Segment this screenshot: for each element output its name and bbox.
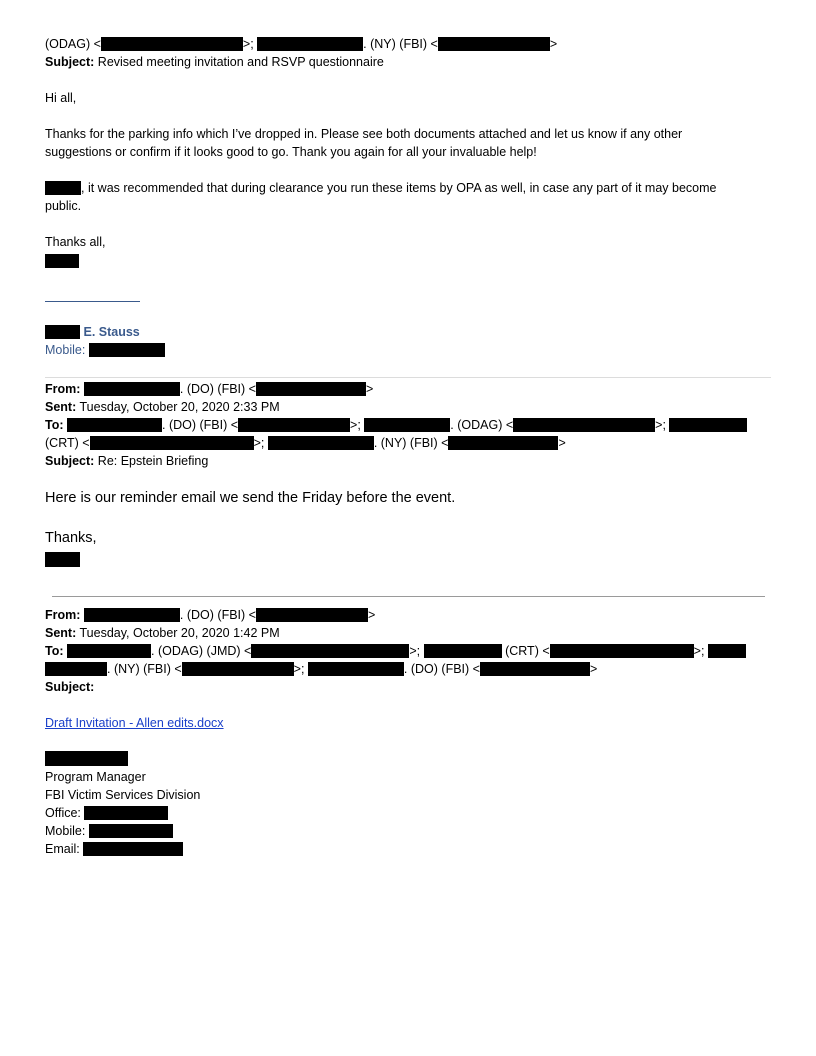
email1-subject — [45, 54, 384, 71]
redaction — [45, 325, 80, 339]
email-separator — [45, 377, 771, 378]
redaction — [45, 751, 128, 766]
signature-name-line — [45, 324, 140, 341]
redaction — [480, 662, 590, 676]
email1-para1-line2: suggestions or confirm if it looks good to go. Thank you again for all your invaluable help! — [45, 145, 537, 159]
redaction — [256, 608, 368, 622]
email3-division: FBI Victim Services Division — [45, 788, 201, 802]
email2-to-line2: (CRT) < >; . (NY) (FBI) < > — [45, 436, 566, 450]
signature-name: E. Stauss — [83, 325, 140, 339]
signature-divider — [45, 301, 140, 302]
email1-greeting: Hi all, — [45, 91, 77, 105]
redaction — [84, 608, 180, 622]
redaction — [257, 37, 363, 51]
email3-to-line1: To: . (ODAG) (JMD) < >; (CRT) < >; — [45, 643, 746, 660]
redaction — [90, 436, 254, 450]
redaction — [182, 662, 294, 676]
redaction — [669, 418, 747, 432]
email3-from: From: . (DO) (FBI) < > — [45, 608, 376, 622]
email1-para2-line1: , it was recommended that during clearance you run these items by OPA as well, in case any part of it may become — [45, 180, 717, 197]
redaction — [238, 418, 350, 432]
redaction — [89, 343, 165, 357]
subject-text: Revised meeting invitation and RSVP questionnaire — [97, 55, 384, 69]
email3-email: Email: — [45, 841, 183, 858]
redaction — [424, 644, 502, 658]
email-separator — [52, 596, 765, 597]
redaction — [83, 842, 183, 856]
redaction — [84, 806, 168, 820]
email3-to-line2: . (NY) (FBI) < >; . (DO) (FBI) < > — [45, 661, 597, 678]
redaction — [708, 644, 746, 658]
email1-to-continued: (ODAG) < >; . (NY) (FBI) < > — [45, 37, 558, 51]
redaction — [550, 644, 694, 658]
email2-body: Here is our reminder email we send the Friday before the event. — [45, 490, 456, 506]
redaction — [67, 644, 151, 658]
redaction — [448, 436, 558, 450]
redaction — [45, 181, 81, 195]
email3-office: Office: — [45, 805, 168, 822]
email2-closing: Thanks, — [45, 530, 97, 546]
redaction — [256, 382, 366, 396]
signature-mobile-line: Mobile: — [45, 342, 165, 359]
redaction — [45, 552, 80, 567]
redaction — [89, 824, 173, 838]
email2-sender-redaction — [45, 552, 80, 569]
to-odag-text: (ODAG) < — [45, 37, 101, 51]
redaction — [84, 382, 180, 396]
email1-sender-redaction — [45, 253, 79, 270]
email2-sent: Sent: Tuesday, October 20, 2020 2:33 PM — [45, 400, 280, 414]
redaction — [268, 436, 374, 450]
subject-label: Subject: — [45, 55, 95, 69]
email3-title: Program Manager — [45, 770, 146, 784]
redaction — [308, 662, 404, 676]
email2-subject: Subject: Re: Epstein Briefing — [45, 454, 209, 468]
redaction — [45, 254, 79, 268]
redaction — [364, 418, 450, 432]
email3-subject: Subject: — [45, 680, 95, 694]
redaction — [101, 37, 243, 51]
redaction — [45, 662, 107, 676]
email1-para1-line1: Thanks for the parking info which I’ve dropped in. Please see both documents attached and let us know if any other — [45, 127, 683, 141]
email2-from: From: . (DO) (FBI) < > — [45, 382, 374, 396]
redaction — [251, 644, 409, 658]
email3-mobile: Mobile: — [45, 823, 173, 840]
email1-closing: Thanks all, — [45, 235, 106, 249]
email2-to-line1: To: . (DO) (FBI) < >; . (ODAG) < >; — [45, 417, 747, 434]
redaction — [438, 37, 550, 51]
attachment-link[interactable]: Draft Invitation - Allen edits.docx — [45, 716, 224, 730]
redaction — [67, 418, 162, 432]
email3-attachment-line — [45, 715, 224, 732]
email3-sender-redaction — [45, 751, 128, 768]
email1-para2-line2: public. — [45, 199, 82, 213]
email3-sent: Sent: Tuesday, October 20, 2020 1:42 PM — [45, 626, 280, 640]
redaction — [513, 418, 655, 432]
